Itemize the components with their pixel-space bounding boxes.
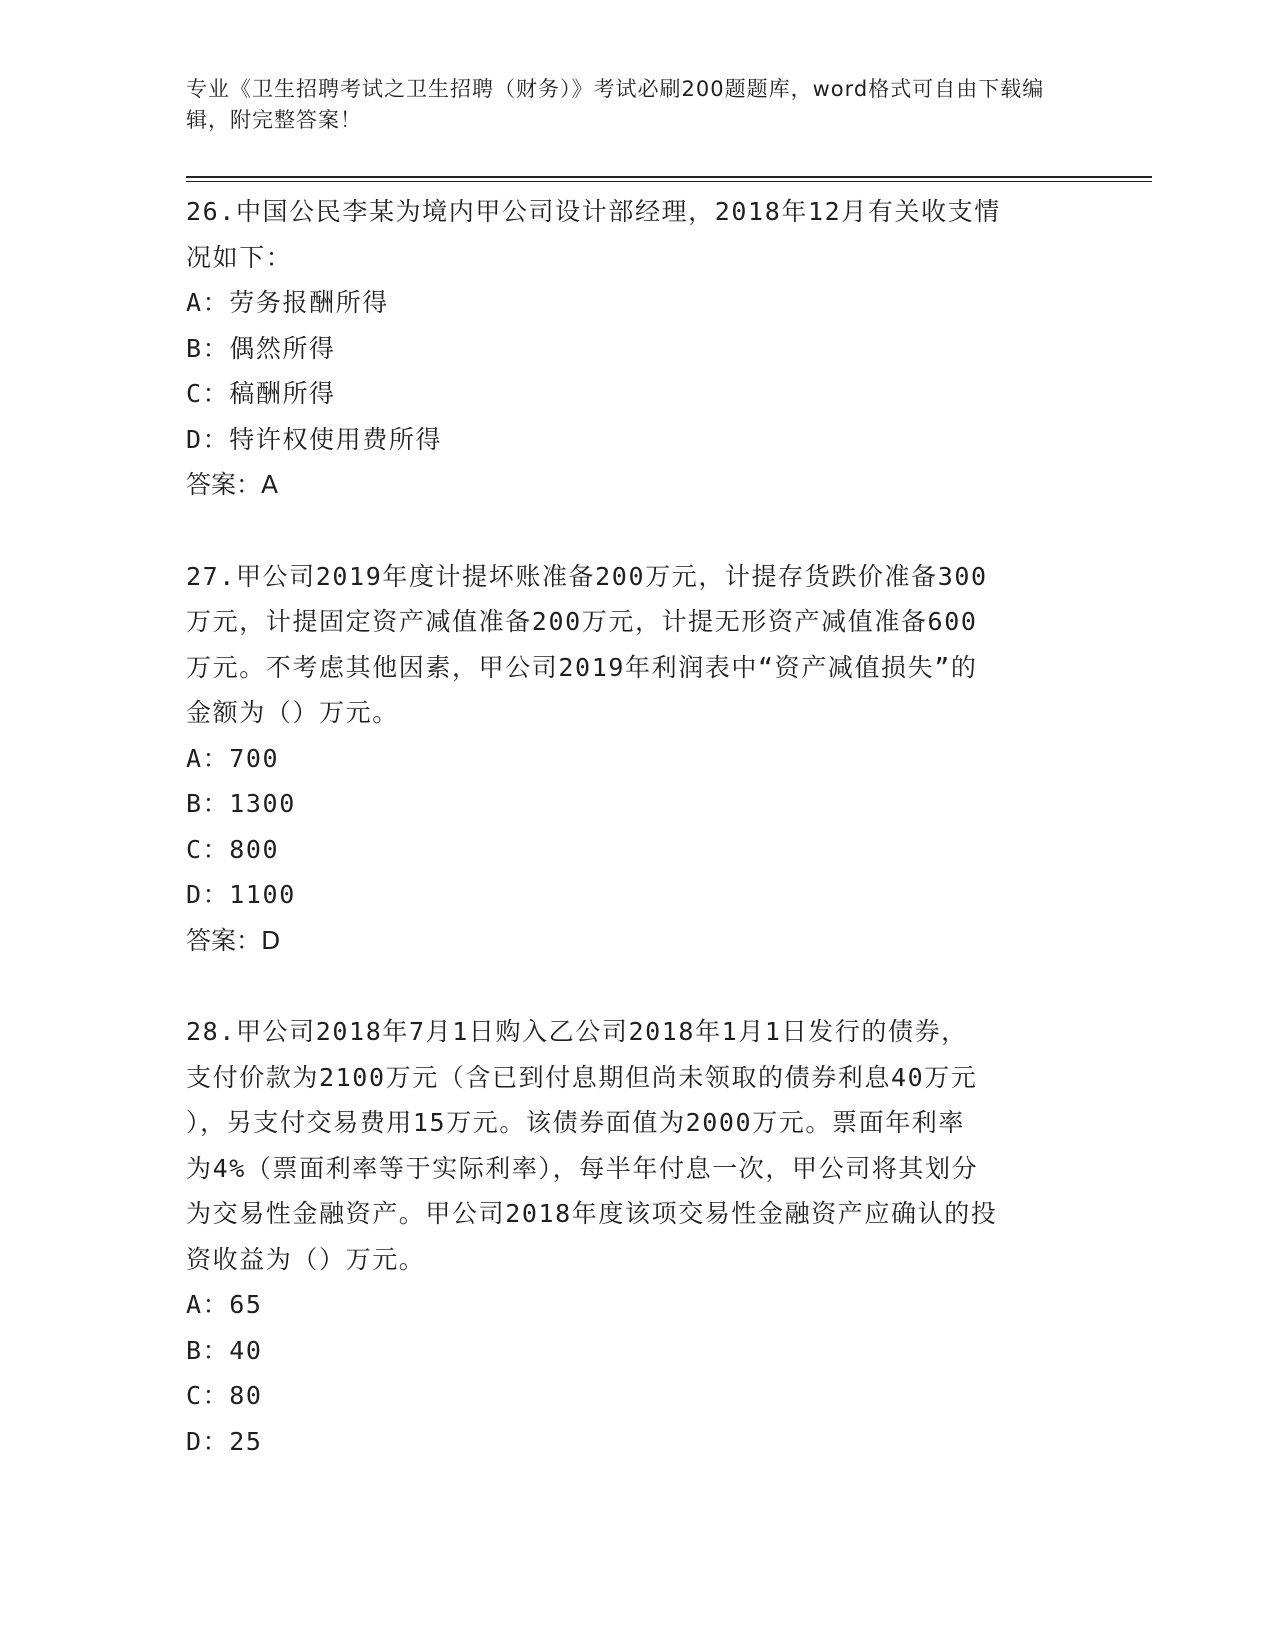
question-stem-line: 万元，计提固定资产减值准备200万元，计提无形资产减值准备600 (186, 607, 978, 636)
question-spacer (186, 508, 1066, 554)
answer-line: 答案：D (186, 925, 281, 955)
question-stem-line: 资收益为（）万元。 (186, 1244, 426, 1274)
option-b: B：40 (186, 1335, 263, 1365)
option-d: D：25 (186, 1426, 263, 1456)
option-a: A：劳务报酬所得 (186, 288, 389, 317)
option-d: D：特许权使用费所得 (186, 424, 443, 454)
question-28 (186, 1009, 1066, 1464)
question-list (186, 189, 1066, 1464)
option-a: A：65 (186, 1290, 263, 1319)
question-stem-line: 万元。不考虑其他因素，甲公司2019年利润表中“资产减值损失”的 (186, 652, 978, 682)
question-stem-line: 金额为（）万元。 (186, 698, 399, 727)
question-stem-line: 支付价款为2100万元（含已到付息期但尚未领取的债券利息40万元 (186, 1062, 978, 1092)
question-stem-line: ），另支付交易费用15万元。该债券面值为2000万元。票面年利率 (186, 1108, 966, 1137)
answer-line: 答案：A (186, 470, 279, 499)
option-c: C：800 (186, 834, 280, 864)
header-rule-thin (186, 181, 1152, 182)
option-c: C：稿酬所得 (186, 379, 336, 408)
question-stem-line: 27.甲公司2019年度计提坏账准备200万元，计提存货跌价准备300 (186, 561, 988, 591)
question-stem-line: 为4%（票面利率等于实际利率），每半年付息一次，甲公司将其划分 (186, 1153, 979, 1183)
option-d: D：1100 (186, 880, 296, 909)
question-26 (186, 189, 1066, 508)
question-stem-line: 28.甲公司2018年7月1日购入乙公司2018年1月1日发行的债券， (186, 1017, 968, 1046)
question-spacer (186, 963, 1066, 1009)
header-rule-thick (186, 176, 1152, 178)
option-a: A：700 (186, 743, 280, 773)
option-c: C：80 (186, 1381, 263, 1410)
option-b: B：1300 (186, 789, 296, 818)
question-27 (186, 554, 1066, 964)
question-stem-line: 为交易性金融资产。甲公司2018年度该项交易性金融资产应确认的投 (186, 1199, 998, 1228)
question-stem-line: 26.中国公民李某为境内甲公司设计部经理，2018年12月有关收支情 (186, 197, 1001, 226)
document-header: 专业《卫生招聘考试之卫生招聘（财务）》考试必刷200题题库，word格式可自由下载编辑，附完整答案！ (186, 77, 1045, 132)
option-b: B：偶然所得 (186, 333, 336, 363)
question-stem-line: 况如下： (186, 242, 293, 272)
